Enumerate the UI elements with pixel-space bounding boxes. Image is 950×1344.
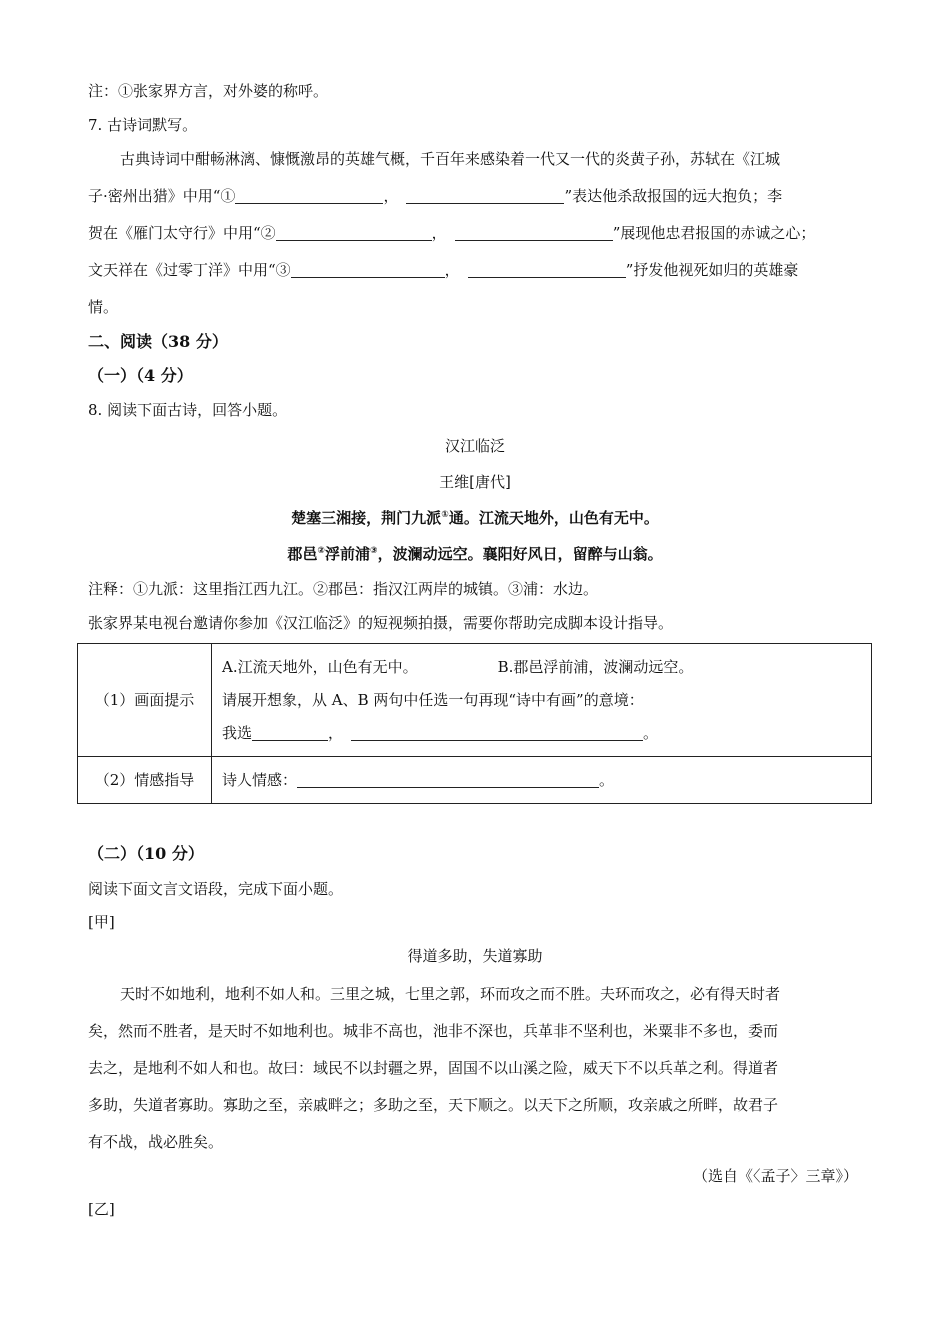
section-2-heading: 二、阅读（38 分）: [88, 332, 228, 351]
passage-title: 得道多助，失道寡助: [407, 947, 543, 965]
q7-text-segment: 子·密州出猎》中用“①: [88, 187, 236, 205]
choose-comma: ，: [328, 723, 344, 742]
poem-text: 通。江流天地外，山色有无中。: [448, 509, 659, 527]
q7-text-line-3: [88, 222, 815, 244]
passage-line-4: 多助，失道者寡助。寡助之至，亲戚畔之；多助之至，天下顺之。以天下之所顺，攻亲戚之所畔，故君子: [88, 1096, 779, 1114]
footnote-mark: ③: [370, 546, 378, 556]
answer-blank-3a[interactable]: [291, 262, 445, 278]
poem-text: 郡邑: [287, 545, 318, 563]
table-row: [78, 757, 872, 804]
part-2-heading: （二）（10 分）: [88, 844, 204, 863]
q7-text-segment: ，: [383, 187, 399, 205]
poem-text: ，波澜动远空。襄阳好风日，留醉与山翁。: [377, 545, 663, 563]
poem-line-1: [0, 507, 950, 529]
answer-blank-1b[interactable]: [406, 188, 564, 204]
passage-line-5: 有不战，战必胜矣。: [88, 1133, 224, 1151]
q7-text-segment: ，: [431, 224, 447, 242]
poem-text: 楚塞三湘接，荆门九派: [291, 509, 442, 527]
poem-author: 王维[唐代]: [439, 473, 511, 491]
answer-blank-2a[interactable]: [276, 225, 432, 241]
answer-blank-3b[interactable]: [468, 262, 626, 278]
poem-line-2: [0, 543, 950, 565]
choose-line: [222, 717, 861, 750]
passage-line-2: 矣，然而不胜者，是天时不如地利也。城非不高也，池非不深也，兵革非不坚利也，米粟非不多也，委而: [88, 1022, 779, 1040]
row-content-picture: [212, 644, 872, 757]
q7-text-line-2: [88, 185, 782, 207]
q7-text-segment: ”抒发他视死如归的英雄豪: [625, 261, 799, 279]
table-row: [78, 644, 872, 757]
answer-blank-2b[interactable]: [455, 225, 613, 241]
task-intro: 张家界某电视台邀请你参加《汉江临泛》的短视频拍摄，需要你帮助完成脚本设计指导。: [88, 614, 674, 632]
option-a: A.江流天地外，山色有无中。: [222, 657, 418, 676]
q7-text-line-1: 古典诗词中酣畅淋漓、慷慨激昂的英雄气概，千百年来感染着一代又一代的炎黄子孙，苏轼在《江城: [120, 150, 781, 168]
passage-jia-label: [甲]: [88, 913, 115, 931]
row-label-picture: （1）画面提示: [78, 644, 212, 757]
row-content-emotion: [212, 757, 872, 804]
q7-text-segment: ”展现他忠君报国的赤诚之心；: [612, 224, 816, 242]
poem-notes: 注释：①九派：这里指江西九江。②郡邑：指汉江两岸的城镇。③浦：水边。: [88, 580, 599, 598]
question-7-heading: 7. 古诗词默写。: [88, 116, 198, 134]
row-label-emotion: （2）情感指导: [78, 757, 212, 804]
options-line: [222, 651, 861, 684]
option-b: B.郡邑浮前浦，波澜动远空。: [497, 657, 694, 676]
question-8-heading: 8. 阅读下面古诗，回答小题。: [88, 401, 288, 419]
q7-text-segment: 贺在《雁门太守行》中用“②: [88, 224, 276, 242]
poem-text: 浮前浦: [324, 545, 370, 563]
script-guide-table: [77, 643, 872, 804]
note-top: 注：①张家界方言，对外婆的称呼。: [88, 82, 329, 100]
emotion-end: 。: [599, 771, 615, 789]
passage-line-1: 天时不如地利，地利不如人和。三里之城，七里之郭，环而攻之而不胜。夫环而攻之，必有得天时者: [120, 985, 781, 1003]
passage-source: （选自《〈孟子〉三章》）: [692, 1167, 858, 1185]
choose-end: 。: [643, 723, 659, 742]
part-1-heading: （一）（4 分）: [88, 366, 193, 385]
q7-text-segment: 文天祥在《过零丁洋》中用“③: [88, 261, 291, 279]
q7-text-line-5: 情。: [88, 298, 119, 316]
choice-blank[interactable]: [252, 725, 328, 741]
part-2-intro: 阅读下面文言文语段，完成下面小题。: [88, 880, 344, 898]
answer-blank-1a[interactable]: [235, 188, 383, 204]
emotion-blank[interactable]: [297, 772, 599, 788]
passage-yi-label: [乙]: [88, 1200, 115, 1218]
q7-text-segment: ”表达他杀敌报国的远大抱负；李: [564, 187, 783, 205]
description-blank[interactable]: [351, 725, 643, 741]
emotion-label: 诗人情感：: [222, 771, 298, 789]
footnote-mark: ②: [317, 546, 325, 556]
footnote-mark: ①: [441, 510, 449, 520]
q7-text-line-4: [88, 259, 798, 281]
poem-title: 汉江临泛: [444, 437, 505, 455]
choose-label: 我选: [222, 723, 253, 742]
passage-line-3: 去之，是地利不如人和也。故曰：域民不以封疆之界，固国不以山溪之险，威天下不以兵革之利。得道者: [88, 1059, 779, 1077]
prompt-line: 请展开想象，从 A、B 两句中任选一句再现“诗中有画”的意境：: [222, 690, 644, 709]
q7-text-segment: ，: [444, 261, 460, 279]
